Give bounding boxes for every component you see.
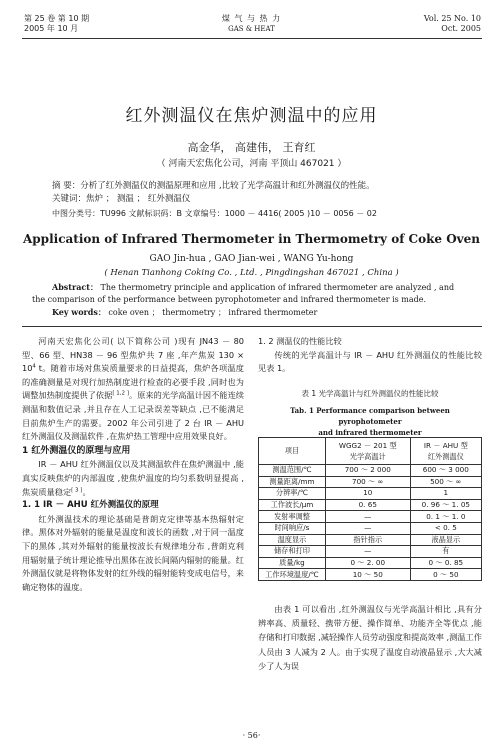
performance-table xyxy=(258,437,482,581)
table-cell: 指针指示 xyxy=(325,534,410,546)
table-cell: 时间响应/s xyxy=(259,522,326,534)
table-row xyxy=(259,499,482,511)
table-cell: 工作环境温度/℃ xyxy=(259,569,326,581)
intro-paragraph: 河南天宏焦化公司( 以下简称公司 )现有 JN43 － 80 型、66 型、HN38 － 96 型焦炉共 7 座 ,年产焦炭 $130 \times 10^4$ t。随着市场对焦炭质量要求的日益提高，焦炉各项温度的准确测量是对现行加热制度进行检查的必要手段 ,同时也为调整加热制度提供了依据[ 1,2 ]。原来的光学高温计因不能连续测温和数值记录 ,并且存在人工记录误差等缺点 ,已不能满足目前焦炉生产的需要。2002 年公司引进了 2 台 IR － AHU 红外测温仪及测温软件 ,在焦炉热工管理中应用效果良好。 xyxy=(22,336,244,442)
table-cell: 工作波长/μm xyxy=(259,499,326,511)
table-cell: 测量距离/mm xyxy=(259,476,326,488)
table-cell: 0. 1 ～ 1. 0 xyxy=(410,511,481,523)
table-cell: 温度显示 xyxy=(259,534,326,546)
page-number: · 56· xyxy=(242,731,261,740)
table-caption-en: Tab. 1 Performance comparison between pyrophotometer and infrared thermometer xyxy=(290,406,450,437)
table-cell: 质量/kg xyxy=(259,557,326,569)
authors-en: GAO Jin-hua , GAO Jian-wei , WANG Yu-hong xyxy=(149,254,354,264)
table-row xyxy=(259,522,482,534)
table-row xyxy=(259,546,482,558)
left-column xyxy=(22,335,244,594)
table-cell: < 0. 5 xyxy=(410,522,481,534)
authors-cn: 高金华， 高建伟， 王育红 xyxy=(187,141,316,154)
table-row xyxy=(259,476,482,488)
section-1-1-paragraph: 红外测温技术的理论基础是普朗克定律等基本热辐射定律。黑体对外辐射的能量是温度和波长的函数 ,对于同一温度下的黑体 ,其对外辐射的能量按波长有规律地分布 ,普朗克利用辐射量子统计理论推导出黑体在波长间隔内辐射的能量。红外测温仪就是将物体发射的红外线的辐射能转变成电信号，来确定物体的温度。 xyxy=(22,513,244,592)
table-cell: 有 xyxy=(410,546,481,558)
keywords-cn: 关键词：焦炉 ； 测温 ； 红外测温仪 xyxy=(52,194,191,204)
table-body xyxy=(259,465,482,581)
journal-volume: 第 25 卷 第 10 期 2005 年 10 月 xyxy=(24,14,90,33)
table-cell: 发射率调整 xyxy=(259,511,326,523)
affiliation-cn: （ 河南天宏焦化公司，河南 平顶山 467021 ） xyxy=(156,159,347,169)
table-cell: 液晶显示 xyxy=(410,534,481,546)
table-row xyxy=(259,511,482,523)
section-heading-1-2: 1. 2 测温仪的性能比较 xyxy=(258,336,342,346)
table-cell: 0 ～ 50 xyxy=(410,569,481,581)
section-heading-1: 1 红外测温仪的原理与应用 xyxy=(22,445,131,456)
table-row xyxy=(259,465,482,477)
section-heading-1-1: 1. 1 IR － AHU 红外测温仪的原理 xyxy=(22,500,159,511)
classification-line: 中图分类号：TU996 文献标识码：B 文章编号：1000 － 4416( 2005 )10 － 0056 － 02 xyxy=(52,209,377,218)
table-header-cell: 项目 xyxy=(259,438,326,465)
journal-volume-en: Vol. 25 No. 10 Oct. 2005 xyxy=(423,14,481,33)
abstract-en: Abstract： The thermometry principle and application of infrared thermometer are analyzed , and the comparison of the performance between pyrophotometer and infrared thermometer is made. xyxy=(32,282,455,304)
abstract-cn: 摘 要：分析了红外测温仪的测温原理和应用 ,比较了光学高温计和红外测温仪的性能。 xyxy=(52,181,375,191)
header-rule xyxy=(22,38,482,39)
table-row xyxy=(259,488,482,500)
table-header-cell: IR － AHU 型 红外测温仪 xyxy=(410,438,481,465)
section-1-2-paragraph: 传统的光学高温计与 IR － AHU 红外测温仪的性能比较见表 1。 xyxy=(258,349,482,374)
table-row xyxy=(259,557,482,569)
table-row xyxy=(259,569,482,581)
table-cell: — xyxy=(325,522,410,534)
right-column xyxy=(258,335,482,376)
keywords-en: Key words： coke oven ； thermometry ； infrared thermometer xyxy=(52,307,318,317)
paper-title-cn: 红外测温仪在焦炉测温中的应用 xyxy=(125,106,378,126)
table-cell: 600 ～ 3 000 xyxy=(410,465,481,477)
table-header-cell: WGG2 － 201 型 光学高温计 xyxy=(325,438,410,465)
table-cell: 0. 65 xyxy=(325,499,410,511)
table-cell: 700 ～ ∞ xyxy=(325,476,410,488)
affiliation-en: ( Henan Tianhong Coking Co. , Ltd. , Pingdingshan 467021 , China ) xyxy=(104,268,399,278)
table-cell: 储存和打印 xyxy=(259,546,326,558)
paper-title-en: Application of Infrared Thermometer in Thermometry of Coke Oven xyxy=(22,232,481,246)
table-cell: 500 ～ ∞ xyxy=(410,476,481,488)
table-cell: 0 ～ 0. 85 xyxy=(410,557,481,569)
table-cell: 700 ～ 2 000 xyxy=(325,465,410,477)
table-cell: 10 xyxy=(325,488,410,500)
table-cell: 测温范围/℃ xyxy=(259,465,326,477)
table-cell: 分辨率/℃ xyxy=(259,488,326,500)
section-1-paragraph: IR － AHU 红外测温仪以及其测温软件在焦炉测温中 ,能真实反映焦炉的内部温度 ,使焦炉温度的均匀系数明显提高 ,焦炭质量稳定[ 3 ]。 xyxy=(22,459,244,497)
abstract-rule xyxy=(22,326,482,327)
table-cell: 10 ～ 50 xyxy=(325,569,410,581)
table-discussion-paragraph: 由表 1 可以看出 ,红外测温仪与光学高温计相比 ,具有分辨率高、质量轻、携带方便、操作简单、功能齐全等优点 ,能存储和打印数据 ,减轻操作人员劳动强度和提高效率 ,测温工作人员由 3 人减为 2 人。由于实现了温度自动液晶显示 ,大大减少了人为误 xyxy=(258,604,482,671)
table-cell: 0. 96 ～ 1. 05 xyxy=(410,499,481,511)
table-row xyxy=(259,534,482,546)
table-cell: — xyxy=(325,511,410,523)
table-cell: 0 ～ 2. 00 xyxy=(325,557,410,569)
table-header-row xyxy=(259,438,482,465)
table-caption-cn: 表 1 光学高温计与红外测温仪的性能比较 xyxy=(301,389,439,398)
table-cell: — xyxy=(325,546,410,558)
right-column-continued xyxy=(258,602,482,673)
journal-name: 煤 气 与 热 力 GAS & HEAT xyxy=(221,14,282,33)
table-cell: 1 xyxy=(410,488,481,500)
